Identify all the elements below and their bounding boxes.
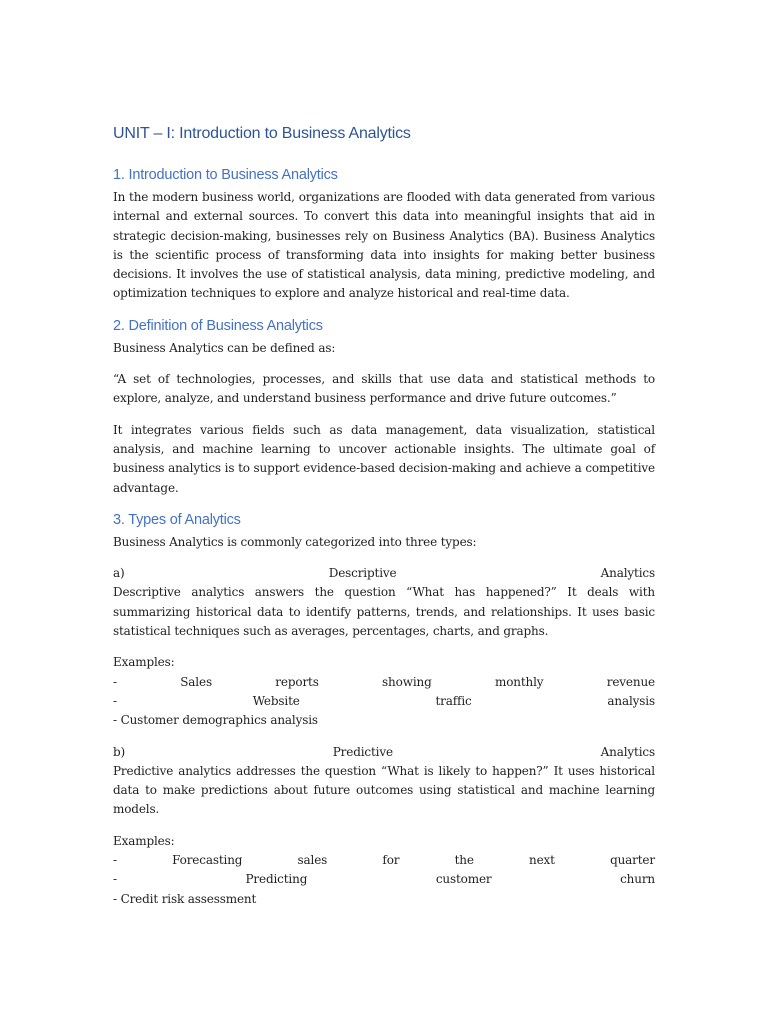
example-word: quarter [610,853,655,868]
descriptive-example-3: - Customer demographics analysis [113,713,318,728]
descriptive-examples-label: Examples: [113,655,175,670]
definition-lead: Business Analytics can be defined as: [113,340,336,355]
predictive-suffix: Analytics [600,744,655,759]
example-word: Website [252,693,300,708]
predictive-paragraph: Predictive analytics addresses the question “What is likely to happen?” It uses historical data to make predictions about future outcomes using statistical and machine learning models. [113,763,655,817]
descriptive-suffix: Analytics [600,566,655,581]
predictive-example-2 [113,870,655,889]
predictive-heading-line [113,743,655,762]
example-word: showing [382,674,432,689]
example-word: Sales [180,674,212,689]
predictive-example-3: - Credit risk assessment [113,891,257,906]
predictive-example-1 [113,851,655,870]
predictive-label: b) [113,744,126,759]
intro-paragraph: In the modern business world, organizations are flooded with data generated from various internal and external sources. To convert this data into meaningful insights that aid in strategic decision-making, businesses rely on Business Analytics (BA). Business Analytics is the scientific process of transforming data into insights for making better business decisions. It involves the use of statistical analysis, data mining, predictive modeling, and optimization techniques to explore and analyze historical and real-time data. [113,190,655,301]
descriptive-paragraph: Descriptive analytics answers the question “What has happened?” It deals with summarizing historical data to identify patterns, trends, and relationships. It uses basic statistical techniques such as averages, percentages, charts, and graphs. [113,585,655,639]
section-heading-types: 3. Types of Analytics [113,511,241,528]
section-heading-introduction: 1. Introduction to Business Analytics [113,167,338,183]
descriptive-label: a) [113,566,125,581]
example-word: - [113,693,117,708]
example-word: - [113,674,117,689]
predictive-examples [113,832,655,909]
example-word: monthly [494,674,544,689]
example-word: sales [297,853,328,868]
predictive-examples-label: Examples: [113,833,175,848]
example-word: Forecasting [172,853,243,868]
example-word: the [454,853,474,868]
example-word: churn [620,872,655,887]
example-word: customer [435,872,492,887]
descriptive-example-2 [113,692,655,711]
example-word: reports [275,674,319,689]
example-word: analysis [607,693,655,708]
descriptive-example-1 [113,673,655,692]
definition-quote: “A set of technologies, processes, and skills that use data and statistical methods to explore, analyze, and understand business performance and drive future outcomes.” [113,372,655,406]
example-word: - [113,853,117,868]
example-word: - [113,872,117,887]
example-word: next [529,853,555,868]
example-word: revenue [606,674,655,689]
example-word: traffic [435,693,472,708]
example-word: for [382,853,400,868]
predictive-name: Predictive [332,744,393,759]
descriptive-examples [113,653,655,730]
predictive-analytics-block [113,743,655,820]
definition-paragraph: It integrates various fields such as data management, data visualization, statistical analysis, and machine learning to uncover actionable insights. The ultimate goal of business analytics is to support evidence-based decision-making and achieve a competitive advantage. [113,422,655,495]
descriptive-analytics-block [113,564,655,641]
types-lead: Business Analytics is commonly categorized into three types: [113,534,477,549]
descriptive-name: Descriptive [328,566,397,581]
example-word: Predicting [245,872,308,887]
section-heading-definition: 2. Definition of Business Analytics [113,317,323,334]
descriptive-heading-line [113,564,655,583]
document-page [113,122,655,921]
unit-title: UNIT – I: Introduction to Business Analytics [113,125,411,142]
